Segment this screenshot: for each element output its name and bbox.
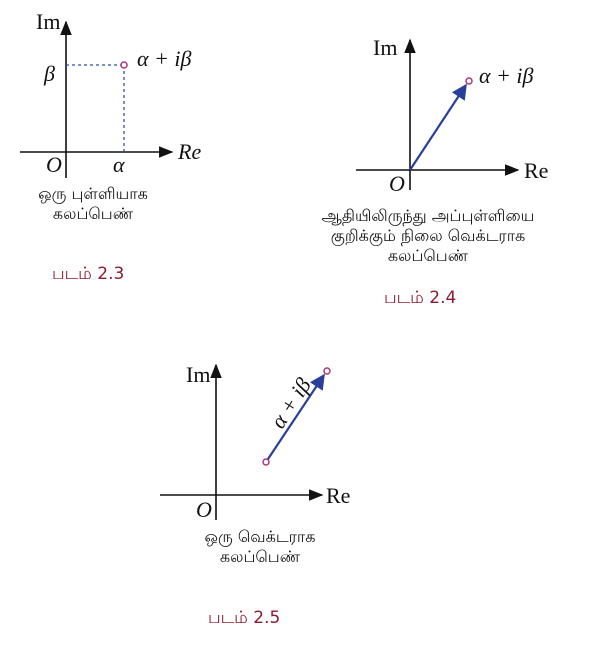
- fig1-caption: [8, 184, 178, 224]
- fig1-caption-line1: ஒரு புள்ளியாக: [38, 184, 148, 203]
- fig2-origin-label: O: [389, 171, 405, 196]
- fig2-point-label: α + iβ: [479, 63, 534, 88]
- fig1-point: [121, 62, 127, 68]
- fig2-im-label: Im: [373, 35, 398, 60]
- fig2-caption: [278, 206, 578, 266]
- figure-2-3-plane: [20, 9, 201, 178]
- figure-2-4-plane: [356, 35, 548, 196]
- fig1-alpha-label: α: [113, 152, 125, 177]
- fig2-caption-line3: கலப்பெண்: [387, 246, 469, 265]
- fig1-beta-label: β: [44, 61, 55, 86]
- fig3-re-label: Re: [326, 483, 351, 508]
- fig3-tail-point: [263, 459, 269, 465]
- fig2-caption-line1: ஆதியிலிருந்து அப்புள்ளியை: [321, 206, 535, 225]
- fig2-number: படம் 2.4: [384, 288, 457, 308]
- fig1-number: படம் 2.3: [52, 264, 125, 284]
- fig1-caption-line2: கலப்பெண்: [52, 204, 134, 223]
- figure-2-5-plane: [160, 362, 350, 522]
- fig2-caption-line2: குறிக்கும் நிலை வெக்டராக: [330, 226, 526, 245]
- fig2-position-vector: [410, 85, 466, 170]
- fig2-point: [466, 78, 472, 84]
- fig3-head-point: [324, 368, 330, 374]
- fig3-caption-line1: ஒரு வெக்டராக: [204, 527, 316, 546]
- fig3-origin-label: O: [196, 497, 212, 522]
- fig1-im-label: Im: [36, 9, 61, 34]
- fig1-re-label: Re: [178, 139, 202, 164]
- fig1-point-label: α + iβ: [137, 46, 192, 71]
- fig2-re-label: Re: [524, 158, 549, 183]
- fig3-caption: [170, 527, 350, 567]
- fig3-vector-label: α + iβ: [265, 373, 316, 433]
- fig3-caption-line2: கலப்பெண்: [219, 547, 301, 566]
- fig3-im-label: Im: [186, 362, 211, 387]
- fig3-number: படம் 2.5: [208, 608, 281, 628]
- fig1-origin-label: O: [46, 152, 62, 177]
